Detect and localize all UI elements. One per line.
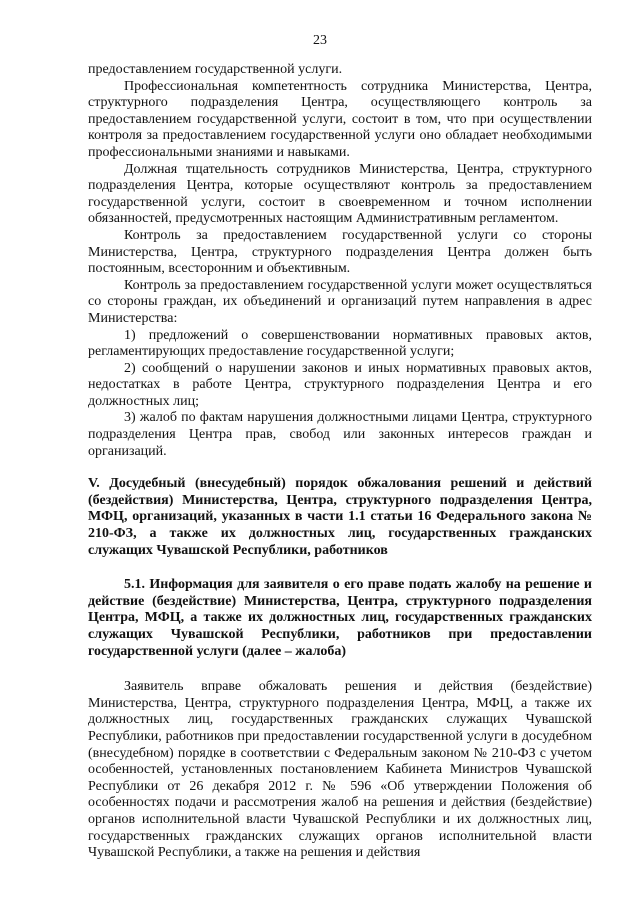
document-body xyxy=(88,62,592,862)
paragraph: Заявитель вправе обжаловать решения и действия (бездействие) Министерства, Центра, структурного подразделения Центра, МФЦ, а также их должностных лиц, государственных гражданских служащих Чувашской Республики, работников при предоставлении государственной услуги в досудебном (внесудебном) порядке в соответствии с Федеральным законом № 210-ФЗ с учетом особенностей, установленных постановлением Кабинета Министров Чувашской Республики от 26 декабря 2012 г. № 596 «Об утверждении Положения об особенностях подачи и рассмотрения жалоб на решения и действия (бездействие) органов исполнительной власти Чувашской Республики и их должностных лиц, государственных гражданских служащих органов исполнительной власти Чувашской Республики, а также на решения и действия xyxy=(88,679,592,861)
paragraph: Профессиональная компетентность сотрудника Министерства, Центра, структурного подразделения Центра, осуществляющего контроль за предоставлением государственной услуги, состоит в том, что при осуществлении контроля за предоставлением государственной услуги оно обладает необходимыми профессиональными знаниями и навыками. xyxy=(88,78,592,160)
paragraph: Контроль за предоставлением государственной услуги со стороны Министерства, Центра, структурного подразделения Центра должен быть постоянным, всесторонним и объективным. xyxy=(88,227,592,277)
subsection-heading: 5.1. Информация для заявителя о его праве подать жалобу на решение и действие (бездействие) Министерства, Центра, структурного подразделения Центра, МФЦ, а также их должностных лиц, государственных гражданских служащих Чувашской Республики, работников при предоставлении государственной услуги (далее – жалоба) xyxy=(88,577,592,659)
list-item: 3) жалоб по фактам нарушения должностными лицами Центра, структурного подразделения Центра прав, свобод или законных интересов граждан и организаций. xyxy=(88,410,592,459)
list-item: 2) сообщений о нарушении законов и иных нормативных правовых актов, недостатках в работе Центра, структурного подразделения Центра и его должностных лиц; xyxy=(88,360,592,409)
list-item: 1) предложений о совершенствовании нормативных правовых актов, регламентирующих предоставление государственной услуги; xyxy=(88,327,592,360)
paragraph: предоставлением государственной услуги. xyxy=(88,62,343,77)
page-number: 23 xyxy=(313,33,327,48)
paragraph: Должная тщательность сотрудников Министерства, Центра, структурного подразделения Центра, которые осуществляют контроль за предоставлением государственной услуги, состоит в своевременном и точном исполнении обязанностей, предусмотренных настоящим Административным регламентом. xyxy=(88,161,592,227)
section-heading: V. Досудебный (внесудебный) порядок обжалования решений и действий (бездействия) Министерства, Центра, структурного подразделения Центра, МФЦ, организаций, указанных в части 1.1 статьи 16 Федерального закона № 210-ФЗ, а также их должностных лиц, государственных гражданских служащих Чувашской Республики, работников xyxy=(88,476,592,558)
paragraph: Контроль за предоставлением государственной услуги может осуществляться со стороны граждан, их объединений и организаций путем направления в адрес Министерства: xyxy=(88,277,592,326)
